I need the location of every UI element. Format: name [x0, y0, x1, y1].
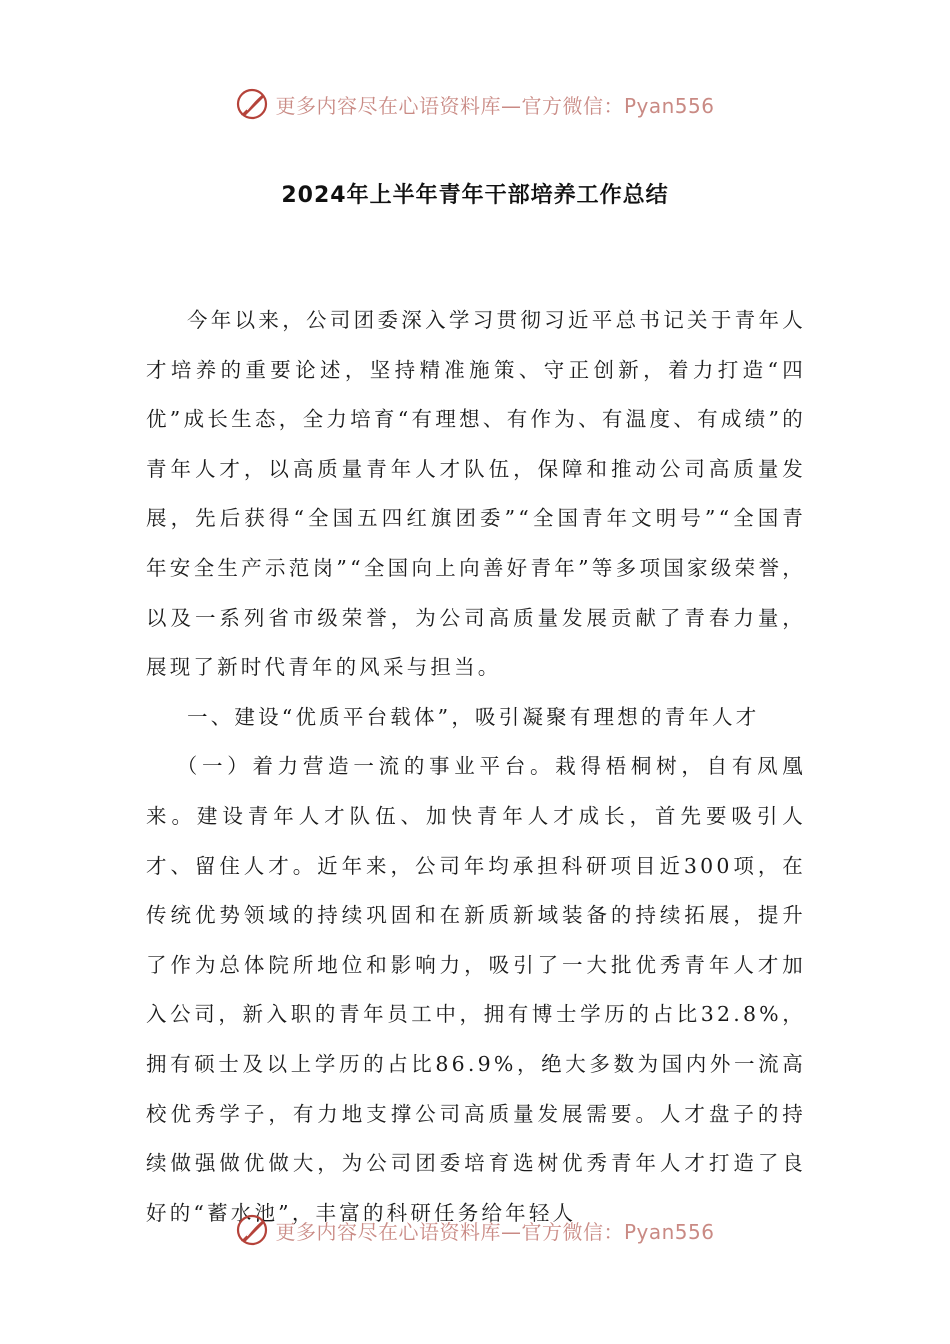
document-body — [146, 296, 806, 1238]
intro-paragraph: 今年以来，公司团委深入学习贯彻习近平总书记关于青年人才培养的重要论述，坚持精准施策、守正创新，着力打造“四优”成长生态，全力培育“有理想、有作为、有温度、有成绩”的青年人才，以高质量青年人才队伍，保障和推动公司高质量发展，先后获得“全国五四红旗团委”“全国青年文明号”“全国青年安全生产示范岗”“全国向上向善好青年”等多项国家级荣誉，以及一系列省市级荣誉，为公司高质量发展贡献了青春力量，展现了新时代青年的风采与担当。 — [146, 308, 806, 680]
header-watermark — [0, 82, 950, 126]
document-title: 2024年上半年青年干部培养工作总结 — [281, 183, 669, 208]
quill-pen-circle-icon — [235, 87, 269, 121]
watermark-text: 更多内容尽在心语资料库—官方微信：Pyan556 — [275, 93, 715, 118]
section-heading: 一、建设“优质平台载体”，吸引凝聚有理想的青年人才 — [187, 704, 760, 729]
quill-pen-circle-icon — [235, 1213, 269, 1247]
footer-watermark — [0, 1208, 950, 1252]
watermark-text: 更多内容尽在心语资料库—官方微信：Pyan556 — [275, 1219, 715, 1244]
subsection-paragraph: （一）着力营造一流的事业平台。栽得梧桐树，自有凤凰来。建设青年人才队伍、加快青年人才成长，首先要吸引人才、留住人才。近年来，公司年均承担科研项目近300项，在传统优势领域的持续巩固和在新质新域装备的持续拓展，提升了作为总体院所地位和影响力，吸引了一大批优秀青年人才加入公司，新入职的青年员工中，拥有博士学历的占比32.8%，拥有硕士及以上学历的占比86.9%，绝大多数为国内外一流高校优秀学子，有力地支撑公司高质量发展需要。人才盘子的持续做强做优做大，为公司团委培育选树优秀青年人才打造了良好的“蓄水池”，丰富的科研任务给年轻人 — [146, 754, 806, 1225]
